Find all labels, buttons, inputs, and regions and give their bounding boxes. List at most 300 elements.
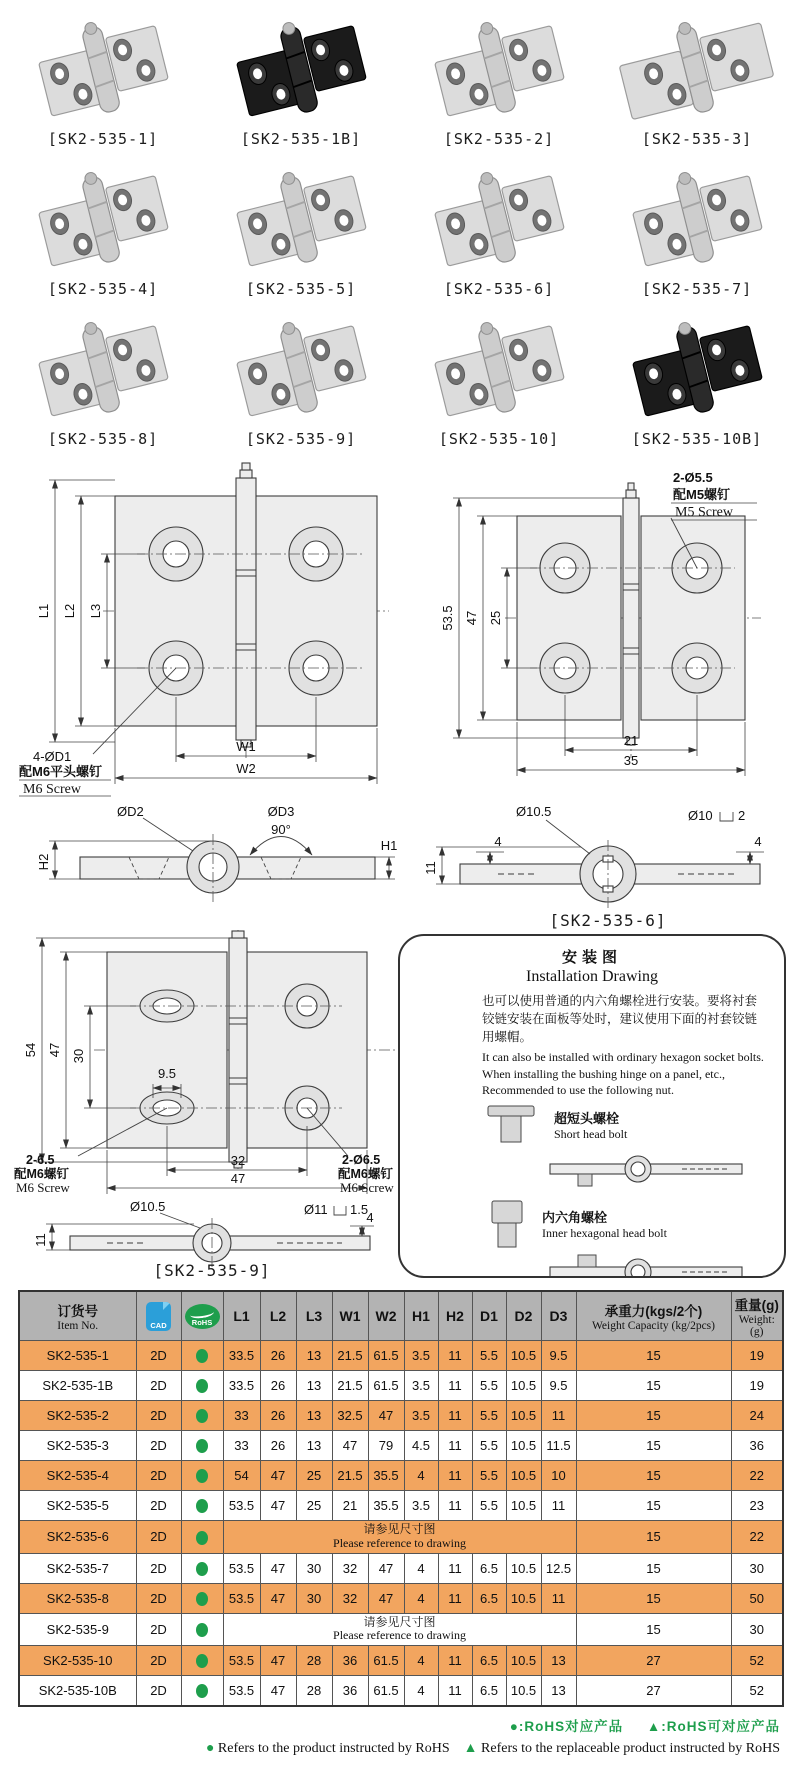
cell-weight-capacity: 15: [576, 1583, 731, 1613]
hinge-photo: [218, 160, 384, 278]
product-label: [SK2-535-1]: [47, 130, 159, 148]
cell-cad-2d: 2D: [136, 1521, 181, 1554]
hinge-profile-with-bolt: [542, 1150, 762, 1190]
cell-dimension: 53.5: [223, 1553, 260, 1583]
cell-dimension: 30: [296, 1583, 332, 1613]
cell-weight: 19: [731, 1341, 783, 1371]
cell-rohs: [181, 1401, 223, 1431]
cell-dimension: 10.5: [506, 1461, 541, 1491]
cell-dimension: 33: [223, 1431, 260, 1461]
cell-rohs: [181, 1646, 223, 1676]
product-photo-cell: [4, 6, 202, 156]
cell-dimension: 35.5: [368, 1461, 404, 1491]
col-header-capacity: [576, 1291, 731, 1341]
cell-dimension: 3.5: [404, 1401, 438, 1431]
cell-dimension: 5.5: [472, 1401, 506, 1431]
cell-dimension: 11: [438, 1646, 472, 1676]
hex-socket-bolt-cn: 内六角螺栓: [542, 1209, 608, 1225]
cell-dimension: 35.5: [368, 1491, 404, 1521]
cell-dimension: 47: [260, 1553, 296, 1583]
note-screw-en: M5 Screw: [675, 505, 733, 520]
product-label: [SK2-535-1B]: [240, 130, 362, 148]
table-row: [19, 1341, 783, 1371]
table-row: [19, 1521, 783, 1554]
hinge-shape: [428, 310, 568, 426]
drawings-section: [0, 456, 800, 1284]
hinge-shape: [626, 310, 766, 426]
col-header-L2: L2: [260, 1291, 296, 1341]
cell-dimension: 53.5: [223, 1646, 260, 1676]
short-head-bolt-row: [482, 1102, 768, 1148]
section-view-sk2-535-9: [12, 1200, 402, 1280]
product-label: [SK2-535-8]: [47, 430, 159, 448]
cell-item-no: SK2-535-4: [19, 1461, 136, 1491]
legend-cn-dot: ●:RoHS对应产品: [509, 1719, 624, 1735]
cell-cad-2d: 2D: [136, 1341, 181, 1371]
dim-25: 25: [488, 610, 503, 626]
dim-10-5: Ø10.5: [130, 1200, 166, 1214]
cell-dimension: 11: [438, 1583, 472, 1613]
section-view-generic: [25, 802, 400, 922]
cell-dimension: 12.5: [541, 1553, 576, 1583]
hinge-shape: [32, 10, 172, 126]
cell-rohs: [181, 1491, 223, 1521]
installation-body-cn: 也可以使用普通的内六角螺栓进行安装。要将衬套铰链安装在面板等处时，建议使用下面的衬套铰链用螺帽。: [482, 994, 758, 1045]
cell-dimension: 13: [296, 1401, 332, 1431]
dim-47b: 47: [230, 1171, 246, 1186]
cell-dimension: 5.5: [472, 1341, 506, 1371]
cell-dimension: 30: [296, 1553, 332, 1583]
cell-item-no: SK2-535-5: [19, 1491, 136, 1521]
dim-D2: ØD2: [117, 804, 144, 819]
item-header-en: Item No.: [57, 1320, 99, 1332]
cell-dimension: 21.5: [332, 1341, 368, 1371]
cell-cad-2d: 2D: [136, 1491, 181, 1521]
short-head-bolt-icon: [482, 1102, 546, 1148]
cell-dimension: 5.5: [472, 1491, 506, 1521]
cell-cad-2d: 2D: [136, 1553, 181, 1583]
cell-dimension: 11: [438, 1553, 472, 1583]
cell-dimension: 33.5: [223, 1371, 260, 1401]
hinge-front-geometry: [103, 463, 389, 758]
product-label: [SK2-535-3]: [641, 130, 753, 148]
note-hole-spec: 2-Ø5.5: [673, 470, 713, 485]
hinge-front-geometry: [94, 930, 396, 1172]
cell-item-no: SK2-535-10B: [19, 1676, 136, 1707]
table-row: [19, 1583, 783, 1613]
product-photo-cell: [598, 156, 796, 306]
table-row: [19, 1491, 783, 1521]
cell-rohs: [181, 1371, 223, 1401]
cell-dimension: 4: [404, 1553, 438, 1583]
cell-dimension: 13: [541, 1676, 576, 1707]
cell-dimension: 10.5: [506, 1371, 541, 1401]
note-left-cn: 配M6螺钉: [14, 1167, 69, 1181]
cell-dimension: 10.5: [506, 1401, 541, 1431]
cell-cad-2d: 2D: [136, 1676, 181, 1707]
cell-dimension: 33: [223, 1401, 260, 1431]
cell-dimension: 5.5: [472, 1371, 506, 1401]
dimension-drawing-sk2-535-6-front: [425, 466, 765, 781]
product-photo-cell: [202, 156, 400, 306]
rohs-dot-icon: [196, 1654, 208, 1668]
dim-30: 30: [71, 1048, 86, 1064]
cell-dimension: 28: [296, 1646, 332, 1676]
dim-H1: H1: [380, 838, 398, 853]
cell-cad-2d: 2D: [136, 1613, 181, 1646]
cell-rohs: [181, 1553, 223, 1583]
cell-item-no: SK2-535-7: [19, 1553, 136, 1583]
hinge-profile-with-nut: [542, 1251, 762, 1278]
cell-item-no: SK2-535-9: [19, 1613, 136, 1646]
cell-item-no: SK2-535-6: [19, 1521, 136, 1554]
cell-dimension: 10: [541, 1461, 576, 1491]
col-header-L1: L1: [223, 1291, 260, 1341]
rohs-legend: [0, 1715, 780, 1757]
cell-dimension: 47: [260, 1676, 296, 1707]
cell-dimension: 21.5: [332, 1371, 368, 1401]
cell-dimension: 53.5: [223, 1676, 260, 1707]
legend-dot-icon: ●: [205, 1741, 215, 1757]
hinge-shape: [626, 160, 766, 276]
cell-dimension: 47: [260, 1491, 296, 1521]
cell-rohs: [181, 1341, 223, 1371]
col-header-item: [19, 1291, 136, 1341]
table-row: [19, 1646, 783, 1676]
col-header-D2: D2: [506, 1291, 541, 1341]
product-photo-cell: [4, 156, 202, 306]
hex-socket-bolt-label: [542, 1207, 667, 1241]
product-label: [SK2-535-6]: [443, 280, 555, 298]
rohs-dot-icon: [196, 1469, 208, 1483]
cell-weight-capacity: 15: [576, 1341, 731, 1371]
cell-dimension: 26: [260, 1431, 296, 1461]
legend-tri-icon: ▲: [463, 1741, 478, 1757]
hinge-shape: [230, 310, 370, 426]
legend-line-en: [0, 1741, 780, 1757]
dim-47: 47: [47, 1042, 62, 1058]
cell-item-no: SK2-535-1B: [19, 1371, 136, 1401]
cell-dimension: 32.5: [332, 1401, 368, 1431]
col-header-W2: W2: [368, 1291, 404, 1341]
cell-weight-capacity: 15: [576, 1521, 731, 1554]
cad-icon-fold: [163, 1302, 171, 1310]
cell-item-no: SK2-535-10: [19, 1646, 136, 1676]
cell-dimension: 11: [541, 1401, 576, 1431]
note-right-cn: 配M6螺钉: [338, 1167, 393, 1181]
note-screw-cn: 配M5螺钉: [673, 487, 731, 502]
cell-weight: 23: [731, 1491, 783, 1521]
hinge-shape: [230, 10, 370, 126]
cell-dimension: 53.5: [223, 1583, 260, 1613]
cell-dimension: 33.5: [223, 1341, 260, 1371]
dim-47: 47: [464, 610, 479, 626]
cell-weight-capacity: 15: [576, 1401, 731, 1431]
product-label: [SK2-535-10B]: [631, 430, 763, 448]
table-row: [19, 1371, 783, 1401]
dim-11dia: Ø11: [304, 1202, 328, 1217]
hinge-photo: [218, 10, 384, 128]
reference-note-cn: 请参见尺寸图: [363, 1614, 436, 1629]
reference-note-en: Please reference to drawing: [333, 1535, 466, 1550]
cell-dimension: 47: [368, 1401, 404, 1431]
cell-dimension: 26: [260, 1341, 296, 1371]
hinge-shape: [230, 160, 370, 276]
dim-W1: W1: [236, 739, 256, 754]
capacity-header-en: Weight Capacity (kg/2pcs): [592, 1320, 715, 1332]
weight-header-cn: 重量(g): [734, 1298, 779, 1313]
short-head-bolt-en: Short head bolt: [554, 1126, 628, 1141]
product-photo-cell: [598, 6, 796, 156]
note-hole-spec: 4-ØD1: [33, 749, 72, 764]
legend-cn-tri: ▲:RoHS可对应产品: [646, 1719, 780, 1735]
section-geometry: [460, 840, 760, 910]
cell-dimension: 10.5: [506, 1583, 541, 1613]
cell-dimension: 11: [438, 1676, 472, 1707]
rohs-dot-icon: [196, 1379, 208, 1393]
cell-dimension: 47: [260, 1583, 296, 1613]
dim-35: 35: [623, 753, 639, 768]
dim-4-right: 4: [754, 834, 762, 849]
cell-rohs: [181, 1583, 223, 1613]
col-header-D1: D1: [472, 1291, 506, 1341]
dim-L1: L1: [36, 603, 51, 619]
cell-dimension: 32: [332, 1553, 368, 1583]
cell-dimension: 11.5: [541, 1431, 576, 1461]
col-header-rohs: [181, 1291, 223, 1341]
cell-dimension: 11: [438, 1491, 472, 1521]
cell-dimension: 6.5: [472, 1676, 506, 1707]
hinge-photo: [614, 160, 780, 278]
product-photo-cell: [400, 6, 598, 156]
note-left-en: M6 Screw: [16, 1180, 70, 1195]
product-label: [SK2-535-5]: [245, 280, 357, 298]
cell-dimension: 61.5: [368, 1341, 404, 1371]
cell-dimension: 4: [404, 1646, 438, 1676]
cell-weight: 36: [731, 1431, 783, 1461]
cell-weight: 22: [731, 1521, 783, 1554]
cell-dimension: 11: [541, 1583, 576, 1613]
cell-dimension: 47: [368, 1553, 404, 1583]
weight-header-en: Weight:(g): [738, 1314, 775, 1338]
hinge-photo: [20, 10, 186, 128]
cell-dimension: 61.5: [368, 1676, 404, 1707]
hinge-photo: [416, 10, 582, 128]
installation-title-en: Installation Drawing: [526, 968, 658, 985]
cell-dimension: 6.5: [472, 1583, 506, 1613]
cell-weight-capacity: 15: [576, 1491, 731, 1521]
product-label: [SK2-535-4]: [47, 280, 159, 298]
cell-dimension: 47: [260, 1461, 296, 1491]
hinge-shape: [428, 10, 568, 126]
rohs-dot-icon: [196, 1439, 208, 1453]
hinge-photo: [614, 310, 780, 428]
col-header-H2: H2: [438, 1291, 472, 1341]
product-label: [SK2-535-9]: [245, 430, 357, 448]
cell-dimension: 47: [332, 1431, 368, 1461]
dim-11: 11: [423, 861, 438, 875]
hinge-photo: [218, 310, 384, 428]
cell-weight-capacity: 15: [576, 1431, 731, 1461]
cell-dimension: 4: [404, 1676, 438, 1707]
col-header-D3: D3: [541, 1291, 576, 1341]
dim-L2: L2: [62, 603, 77, 619]
cell-dimension: 10.5: [506, 1553, 541, 1583]
product-photo-cell: [400, 156, 598, 306]
capacity-header-cn: 承重力(kgs/2个): [604, 1304, 703, 1319]
rohs-icon-label: RoHS: [191, 1317, 213, 1327]
table-header-row: [19, 1291, 783, 1341]
col-header-weight: [731, 1291, 783, 1341]
cell-dimension: 47: [260, 1646, 296, 1676]
cell-rohs: [181, 1676, 223, 1707]
cell-dimension: 26: [260, 1401, 296, 1431]
rohs-dot-icon: [196, 1592, 208, 1606]
cell-dimension: 53.5: [223, 1491, 260, 1521]
cell-dimension: 21: [332, 1491, 368, 1521]
col-header-cad: [136, 1291, 181, 1341]
dim-4-left: 4: [494, 834, 502, 849]
cell-dimension: 36: [332, 1676, 368, 1707]
product-label: [SK2-535-10]: [438, 430, 560, 448]
table-row: [19, 1676, 783, 1707]
dimension-drawing-sk2-535-9-front: [12, 926, 402, 1196]
legend-en-dot-text: Refers to the product instructed by RoHS: [217, 1741, 450, 1757]
dim-10: Ø10: [688, 808, 713, 823]
cad-icon: [146, 1302, 171, 1331]
legend-line-cn: [0, 1715, 780, 1735]
dim-53-5: 53.5: [440, 605, 455, 631]
cell-dimension: 10.5: [506, 1431, 541, 1461]
dim-11: 11: [33, 1233, 48, 1247]
cell-dimension: 47: [368, 1583, 404, 1613]
spec-table: [18, 1290, 784, 1707]
cell-weight: 30: [731, 1613, 783, 1646]
cell-dimension: 11: [438, 1341, 472, 1371]
cell-dimension: 25: [296, 1491, 332, 1521]
cell-dimension: 4: [404, 1583, 438, 1613]
cell-dimension: 61.5: [368, 1371, 404, 1401]
dim-depth-1-5: 1.5: [350, 1202, 369, 1217]
hinge-shape: [428, 160, 568, 276]
cell-weight-capacity: 15: [576, 1461, 731, 1491]
dim-9-5: 9.5: [157, 1066, 177, 1081]
cell-weight-capacity: 27: [576, 1676, 731, 1707]
cell-dimension: 11: [438, 1371, 472, 1401]
cell-weight: 19: [731, 1371, 783, 1401]
cell-dimension: 28: [296, 1676, 332, 1707]
rohs-dot-icon: [196, 1349, 208, 1363]
cell-reference-note: [223, 1613, 576, 1646]
cell-dimension: 26: [260, 1371, 296, 1401]
table-row: [19, 1613, 783, 1646]
installation-drawing-panel: [398, 934, 786, 1278]
legend-en-tri-text: Refers to the replaceable product instructed by RoHS: [481, 1741, 780, 1757]
note-right-spec: 2-Ø6.5: [342, 1153, 381, 1167]
cell-dimension: 11: [438, 1461, 472, 1491]
hinge-profile-2: [416, 1251, 762, 1278]
dimension-drawing-generic-front: [15, 458, 395, 798]
product-photo-cell: [202, 6, 400, 156]
installation-body-en: It can also be installed with ordinary hexagon socket bolts. When installing the bushing hinge on a panel, etc., Recommended to use the following nut.: [482, 1050, 764, 1097]
cell-dimension: 11: [541, 1491, 576, 1521]
cell-reference-note: [223, 1521, 576, 1554]
cell-dimension: 10.5: [506, 1491, 541, 1521]
cell-dimension: 21.5: [332, 1461, 368, 1491]
section-caption: [SK2-535-9]: [153, 1261, 271, 1280]
dim-W2: W2: [236, 761, 256, 776]
cell-dimension: 11: [438, 1401, 472, 1431]
cell-weight-capacity: 15: [576, 1371, 731, 1401]
cell-weight: 22: [731, 1461, 783, 1491]
cell-dimension: 4.5: [404, 1431, 438, 1461]
hinge-shape: [32, 160, 172, 276]
cell-dimension: 10.5: [506, 1341, 541, 1371]
cell-weight-capacity: 15: [576, 1553, 731, 1583]
hinge-profile-1: [416, 1150, 762, 1195]
cell-dimension: 3.5: [404, 1341, 438, 1371]
rohs-dot-icon: [196, 1409, 208, 1423]
cell-dimension: 6.5: [472, 1553, 506, 1583]
cell-dimension: 13: [296, 1341, 332, 1371]
reference-note-cn: 请参见尺寸图: [363, 1522, 436, 1536]
cell-weight: 52: [731, 1676, 783, 1707]
dim-54: 54: [23, 1042, 38, 1058]
product-grid: [0, 0, 800, 456]
short-head-bolt-cn: 超短头螺栓: [554, 1110, 620, 1126]
hinge-photo: [416, 160, 582, 278]
cell-cad-2d: 2D: [136, 1583, 181, 1613]
hinge-photo: [416, 310, 582, 428]
section-caption: [SK2-535-6]: [549, 911, 667, 930]
note-right-en: M6 Screw: [340, 1180, 394, 1195]
col-header-L3: L3: [296, 1291, 332, 1341]
cell-item-no: SK2-535-3: [19, 1431, 136, 1461]
product-photo-cell: [400, 306, 598, 456]
cell-cad-2d: 2D: [136, 1371, 181, 1401]
hinge-photo: [20, 310, 186, 428]
hex-socket-bolt-icon: [482, 1199, 534, 1249]
note-left-spec: 2-6.5: [26, 1153, 55, 1167]
dim-L3: L3: [88, 603, 103, 619]
hinge-front-geometry: [505, 483, 761, 758]
short-head-bolt-label: [554, 1108, 627, 1142]
cell-dimension: 5.5: [472, 1431, 506, 1461]
cell-dimension: 6.5: [472, 1646, 506, 1676]
cell-dimension: 61.5: [368, 1646, 404, 1676]
product-photo-cell: [598, 306, 796, 456]
rohs-dot-icon: [196, 1562, 208, 1576]
rohs-dot-icon: [196, 1531, 208, 1545]
cell-weight: 30: [731, 1553, 783, 1583]
cell-dimension: 79: [368, 1431, 404, 1461]
dim-depth-2: 2: [738, 808, 746, 823]
cell-weight: 50: [731, 1583, 783, 1613]
cell-dimension: 13: [296, 1371, 332, 1401]
rohs-icon: [185, 1304, 220, 1329]
cell-dimension: 25: [296, 1461, 332, 1491]
dim-H2: H2: [36, 853, 51, 871]
section-geometry: [80, 834, 375, 902]
rohs-dot-icon: [196, 1623, 208, 1637]
cell-rohs: [181, 1431, 223, 1461]
note-screw-en: M6 Screw: [23, 782, 81, 797]
cell-dimension: 11: [438, 1431, 472, 1461]
cell-dimension: 9.5: [541, 1371, 576, 1401]
cell-cad-2d: 2D: [136, 1461, 181, 1491]
table-row: [19, 1431, 783, 1461]
cell-item-no: SK2-535-8: [19, 1583, 136, 1613]
